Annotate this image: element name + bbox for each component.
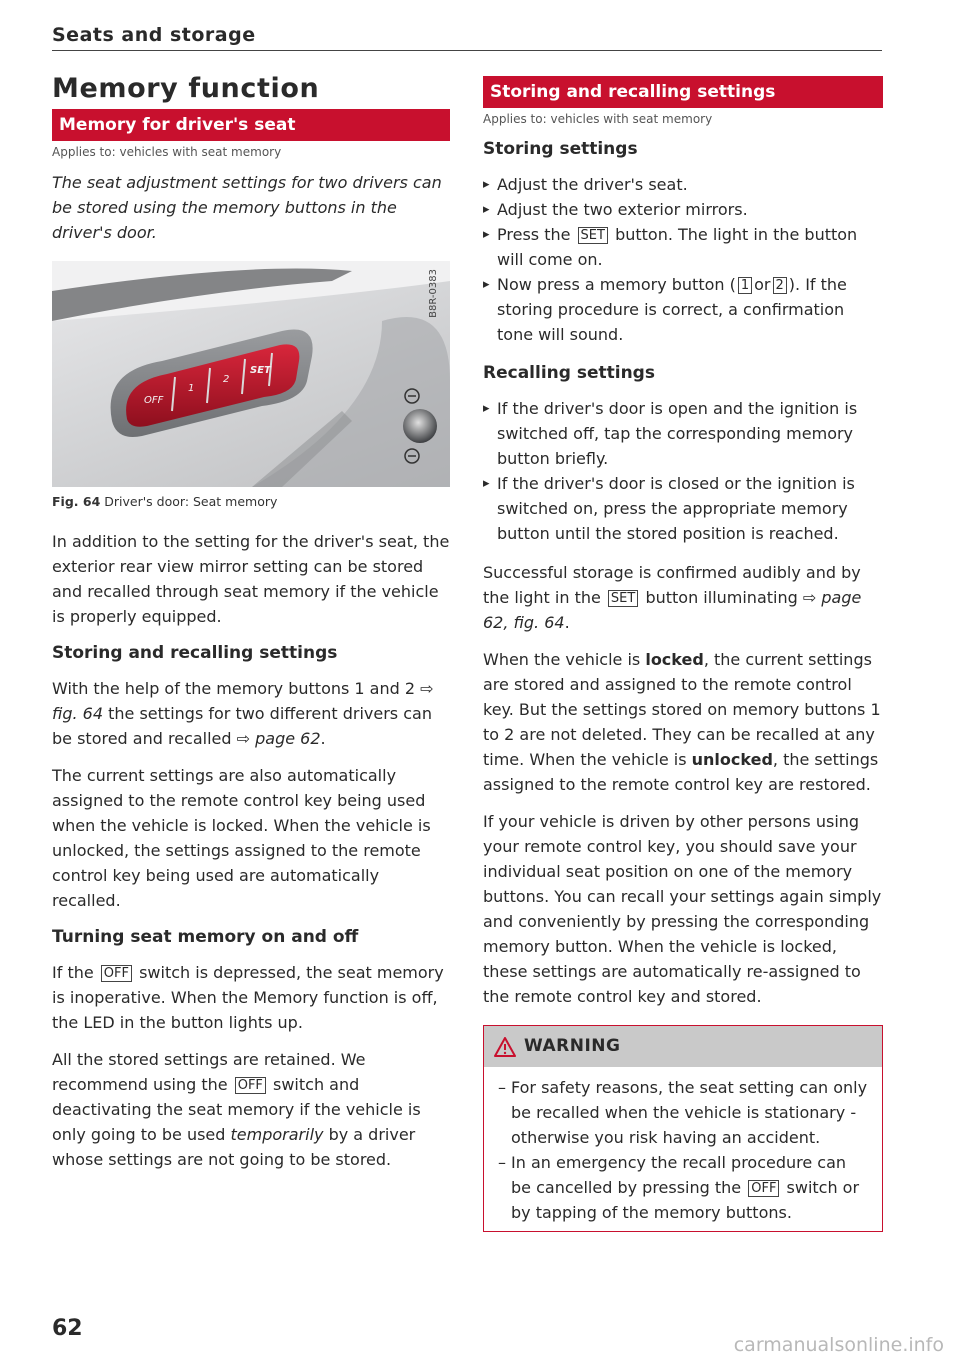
figure-caption-text: Driver's door: Seat memory — [104, 494, 278, 509]
text-span: With the help of the memory buttons 1 and 2 — [52, 679, 416, 698]
off-key-label: OFF — [101, 965, 132, 982]
paragraph-confirmation — [483, 560, 883, 635]
left-column — [52, 72, 450, 1184]
warning-list — [484, 1067, 882, 1231]
warning-header — [484, 1026, 882, 1067]
section-title-bar: Storing and recalling settings — [483, 76, 883, 108]
header-rule — [52, 50, 882, 51]
list-item: – For safety reasons, the seat setting can only be recalled when the vehicle is stationary - otherwise you risk having an accident. — [498, 1075, 870, 1150]
page-62-fig-64-link[interactable]: ⇨ page 62, fig. 64 — [483, 588, 862, 632]
applies-note: Applies to: vehicles with seat memory — [483, 112, 713, 126]
paragraph-remote-key: The current settings are also automatically assigned to the remote control key being used when the vehicle is locked. When the vehicle is unlocked, the settings assigned to the remote control key being used are automatically recalled. — [52, 766, 431, 910]
heading-recalling-settings: Recalling settings — [483, 363, 655, 383]
fig-button-2: 2 — [223, 374, 230, 385]
seat-memory-figure — [52, 261, 450, 487]
heading-storing-recalling: Storing and recalling settings — [52, 643, 338, 663]
text-span: . — [320, 729, 326, 748]
section-header: Seats and storage — [52, 24, 256, 46]
text-span: , the settings assigned to the remote control key are restored. — [483, 750, 879, 794]
list-item — [483, 222, 883, 272]
text-span: button illuminating — [645, 588, 798, 607]
list-item: ▸ Adjust the driver's seat. — [483, 172, 883, 197]
fig-button-set: SET — [250, 365, 271, 376]
figure-caption-label: Fig. 64 — [52, 494, 101, 509]
text-span: the settings for two different drivers can be stored and recalled — [52, 704, 432, 748]
emphasis-locked: locked — [645, 650, 704, 669]
page-62-link[interactable]: ⇨ page 62 — [236, 729, 321, 748]
text-span: button. The light in the button will come on. — [497, 225, 858, 269]
text-span: . — [564, 613, 570, 632]
memory-1-key-label: 1 — [738, 277, 752, 294]
applies-note: Applies to: vehicles with seat memory — [52, 145, 282, 159]
paragraph-memory-buttons — [52, 676, 450, 751]
paragraph-recommend — [52, 1047, 450, 1172]
figure-code: B8R-0383 — [428, 269, 439, 318]
paragraph-locked — [483, 647, 883, 797]
off-key-label: OFF — [748, 1180, 779, 1197]
page-title: Memory function — [52, 73, 320, 104]
text-span: switch or by tapping of the memory buttons. — [511, 1178, 860, 1222]
watermark: carmanualsonline.info — [733, 1334, 944, 1356]
list-item: ▸ If the driver's door is closed or the ignition is switched on, press the appropriate memory button until the stored position is reached. — [483, 471, 883, 546]
text-span: If the — [52, 963, 94, 982]
heading-turning-memory: Turning seat memory on and off — [52, 927, 359, 947]
figure-caption — [52, 493, 450, 511]
intro-text: The seat adjustment settings for two drivers can be stored using the memory buttons in the driver's door. — [52, 173, 442, 242]
text-span: ). If the storing procedure is correct, a confirmation tone will sound. — [497, 275, 847, 344]
warning-box — [483, 1025, 883, 1232]
fig-button-1: 1 — [188, 383, 195, 394]
text-span: In an emergency the recall procedure can be cancelled by pressing the — [511, 1153, 847, 1197]
text-span: switch is depressed, the seat memory is inoperative. When the Memory function is off, the LED in the button lights up. — [52, 963, 444, 1032]
text-span: by a driver whose settings are not going to be stored. — [52, 1125, 416, 1169]
storing-steps — [483, 172, 883, 347]
emphasis-unlocked: unlocked — [691, 750, 773, 769]
list-item: ▸ Adjust the two exterior mirrors. — [483, 197, 883, 222]
fig-button-off: OFF — [144, 395, 164, 406]
text-span: Successful storage is confirmed audibly and by the light in the — [483, 563, 861, 607]
list-item — [483, 272, 883, 347]
warning-title: WARNING — [524, 1036, 621, 1056]
text-span: Now press a memory button ( — [497, 275, 736, 294]
list-item — [498, 1150, 870, 1225]
emphasis-temporarily: temporarily — [230, 1125, 324, 1144]
text-span: All the stored settings are retained. We recommend using the — [52, 1050, 366, 1094]
section-title-bar: Memory for driver's seat — [52, 109, 450, 141]
text-span: When the vehicle is — [483, 650, 641, 669]
heading-storing-settings: Storing settings — [483, 139, 638, 159]
set-key-label: SET — [608, 590, 638, 607]
text-span: , the current settings are stored and assigned to the remote control key. But the settings stored on memory buttons 1 to 2 are not deleted. They can be recalled at any time. When the vehicle is — [483, 650, 881, 769]
text-span: Press the — [497, 225, 571, 244]
memory-2-key-label: 2 — [773, 277, 787, 294]
right-column — [483, 76, 883, 1232]
text-span: switch and deactivating the seat memory if the vehicle is only going to be used — [52, 1075, 421, 1144]
door-panel-illustration — [52, 261, 450, 487]
recalling-steps — [483, 396, 883, 546]
page-number: 62 — [52, 1316, 83, 1341]
set-key-label: SET — [578, 227, 608, 244]
text-span: or — [754, 275, 771, 294]
fig-64-link[interactable]: ⇨ fig. 64 — [52, 679, 434, 723]
list-item: ▸ If the driver's door is open and the ignition is switched off, tap the corresponding memory button briefly. — [483, 396, 883, 471]
warning-triangle-icon — [494, 1037, 516, 1057]
paragraph-exterior-mirror: In addition to the setting for the driver's seat, the exterior rear view mirror setting can be stored and recalled through seat memory if the vehicle is properly equipped. — [52, 532, 450, 626]
paragraph-off-switch — [52, 960, 450, 1035]
paragraph-other-persons: If your vehicle is driven by other persons using your remote control key, you should save your individual seat position on one of the memory buttons. You can recall your settings again simply and conveniently by pressing the corresponding memory button. When the vehicle is locked, these settings are automatically re-assigned to the remote control key and stored. — [483, 812, 882, 1006]
off-key-label: OFF — [235, 1077, 266, 1094]
